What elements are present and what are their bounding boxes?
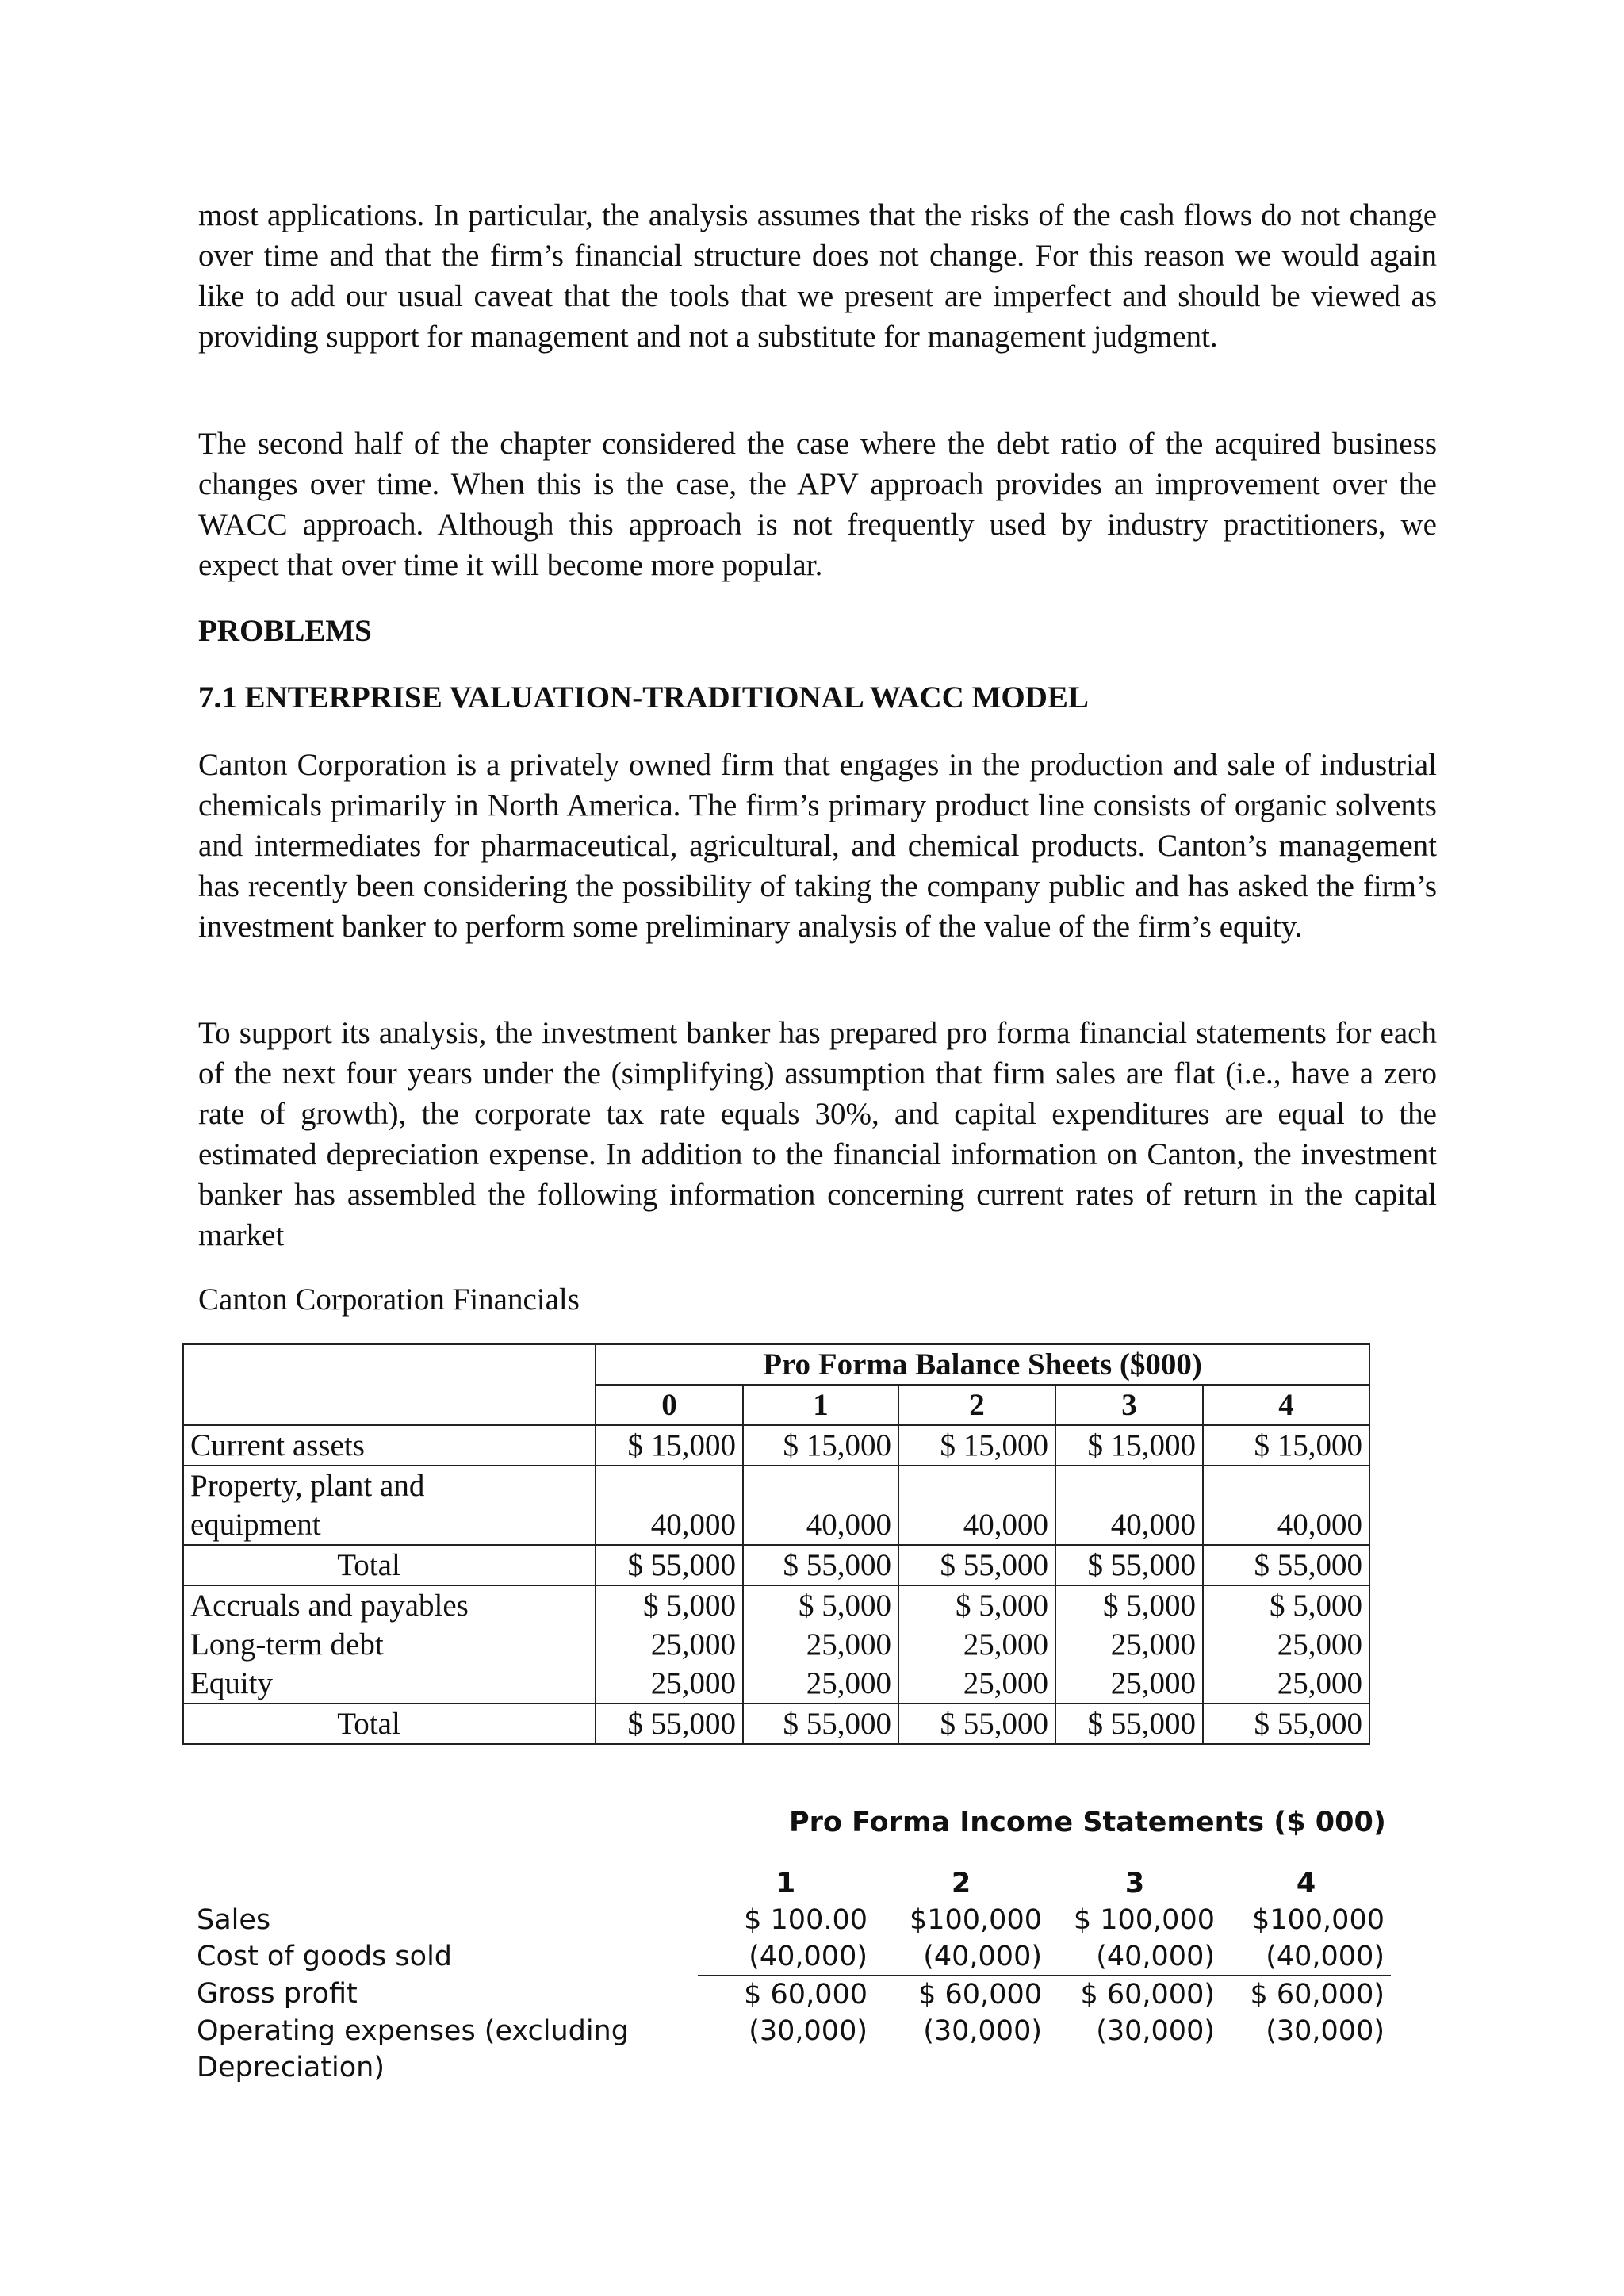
row-label: Current assets — [183, 1425, 596, 1466]
cell-value: $ 55,000 — [1055, 1545, 1203, 1585]
row-label: Accruals and payables — [183, 1585, 596, 1625]
cell-value: $ 60,000) — [1250, 1979, 1385, 2010]
financials-caption: Canton Corporation Financials — [198, 1282, 580, 1317]
cell-value: $ 55,000 — [898, 1545, 1055, 1585]
cell-value: 25,000 — [1055, 1664, 1203, 1704]
year-header: 1 — [776, 1868, 796, 1899]
cell-value: 25,000 — [1055, 1625, 1203, 1664]
cell-value: $ 55,000 — [1203, 1545, 1369, 1585]
year-header: 1 — [743, 1385, 898, 1425]
cell-value: (30,000) — [923, 2015, 1042, 2047]
row-label: Total — [183, 1545, 596, 1585]
paragraph-apv: The second half of the chapter considered the case where the debt ratio of the acquired business changes over time. When this is the case, the APV approach provides an improvement over the WACC approach. Although this approach is not frequently used by industry practitioners, we expect that over time it will become more popular. — [198, 427, 1437, 582]
cell-value: $ 55,000 — [743, 1545, 898, 1585]
cell-value: 25,000 — [743, 1664, 898, 1704]
paragraph-analysis: To support its analysis, the investment banker has prepared pro forma financial statements for each of the next four years under the (simplifying) assumption that firm sales are flat (i.e., have a zero rate of growth), the corporate tax rate equals 30%, and capital expenditures are equal to the estimated depreciation expense. In addition to the financial information on Canton, the investment banker has assembled the following information concerning current rates of return in the capital market — [198, 1016, 1437, 1252]
cell-value: 40,000 — [1055, 1466, 1203, 1545]
cell-value: $ 60,000 — [918, 1979, 1042, 2010]
cell-value: 40,000 — [898, 1466, 1055, 1545]
cell-value: $ 15,000 — [1055, 1425, 1203, 1466]
cell-value: $ 15,000 — [898, 1425, 1055, 1466]
table-row — [190, 1902, 1391, 1938]
table-row — [183, 1425, 1369, 1466]
cell-value: $ 100,000 — [1073, 1904, 1215, 1936]
cell-value: 25,000 — [898, 1625, 1055, 1664]
cell-value: 40,000 — [596, 1466, 743, 1545]
income-statement-title: Pro Forma Income Statements ($ 000) — [789, 1807, 1386, 1838]
cell-value: $ 5,000 — [1203, 1585, 1369, 1625]
row-label — [183, 1466, 596, 1545]
cell-value: $ 100.00 — [744, 1904, 868, 1936]
year-header: 3 — [1055, 1385, 1203, 1425]
balance-sheet-title-row — [183, 1344, 1369, 1385]
paragraph-canton-intro: Canton Corporation is a privately owned firm that engages in the production and sale of industrial chemicals primarily in North America. The firm’s primary product line consists of organic solvents and intermediates for pharmaceutical, agricultural, and chemical products. Canton’s management has recently been considering the possibility of taking the company public and has asked the firm’s investment banker to perform some preliminary analysis of the value of the firm’s equity. — [198, 748, 1437, 944]
balance-sheet-table — [182, 1343, 1370, 1745]
cell-value: $ 5,000 — [743, 1585, 898, 1625]
row-label: Cost of goods sold — [197, 1941, 453, 1972]
table-row — [190, 1938, 1391, 1976]
table-row — [190, 2013, 1391, 2086]
cell-value: 40,000 — [1203, 1466, 1369, 1545]
year-header: 4 — [1203, 1385, 1369, 1425]
balance-sheet-year-row — [183, 1385, 1369, 1425]
cell-value: $100,000 — [909, 1904, 1042, 1936]
cell-value: $ 55,000 — [1055, 1704, 1203, 1744]
cell-value: $ 15,000 — [743, 1425, 898, 1466]
cell-value: 25,000 — [743, 1625, 898, 1664]
cell-value: 25,000 — [898, 1664, 1055, 1704]
cell-value: $ 60,000) — [1080, 1979, 1215, 2010]
balance-sheet-title: Pro Forma Balance Sheets ($000) — [596, 1344, 1369, 1385]
cell-value: $ 55,000 — [743, 1704, 898, 1744]
cell-value: $ 60,000 — [744, 1979, 868, 2010]
cell-value: (30,000) — [749, 2015, 868, 2047]
row-label-line: Depreciation) — [197, 2052, 385, 2083]
cell-value: $ 15,000 — [1203, 1425, 1369, 1466]
row-label: Long-term debt — [183, 1625, 596, 1664]
cell-value: (40,000) — [1221, 1938, 1391, 1976]
table-row — [190, 1976, 1391, 2013]
cell-value: (40,000) — [698, 1938, 874, 1976]
year-header: 4 — [1296, 1868, 1316, 1899]
cell-value: $ 55,000 — [1203, 1704, 1369, 1744]
cell-value: $ 5,000 — [898, 1585, 1055, 1625]
cell-value: $ 55,000 — [596, 1545, 743, 1585]
row-label-line: Property, plant and — [190, 1469, 425, 1503]
paragraph-summary: most applications. In particular, the analysis assumes that the risks of the cash flows do not change over time and that the firm’s financial structure does not change. For this reason we would again like to add our usual caveat that the tools that we present are imperfect and should be viewed as providing support for management and not a substitute for management judgment. — [198, 198, 1437, 354]
table-row — [183, 1625, 1369, 1664]
year-header: 3 — [1124, 1868, 1145, 1899]
cell-value: 40,000 — [743, 1466, 898, 1545]
cell-value: (40,000) — [1048, 1938, 1221, 1976]
year-header: 0 — [596, 1385, 743, 1425]
table-row — [183, 1585, 1369, 1625]
income-year-row — [190, 1865, 1391, 1902]
cell-value: 25,000 — [1203, 1625, 1369, 1664]
problems-heading: PROBLEMS — [198, 614, 372, 648]
row-label: Sales — [197, 1904, 271, 1936]
table-row — [183, 1704, 1369, 1744]
cell-value: 25,000 — [596, 1625, 743, 1664]
cell-value: $ 5,000 — [1055, 1585, 1203, 1625]
year-header: 2 — [951, 1868, 971, 1899]
cell-value: (30,000) — [1266, 2015, 1385, 2047]
problem-title: 7.1 ENTERPRISE VALUATION-TRADITIONAL WACC MODEL — [198, 680, 1089, 715]
cell-value: $100,000 — [1251, 1904, 1385, 1936]
row-label-line: Operating expenses (excluding — [197, 2015, 629, 2047]
row-label: Gross profit — [197, 1978, 358, 2010]
cell-value: 25,000 — [596, 1664, 743, 1704]
row-label — [190, 2013, 698, 2086]
cell-value: $ 55,000 — [596, 1704, 743, 1744]
row-label: Equity — [183, 1664, 596, 1704]
row-label: Total — [183, 1704, 596, 1744]
row-label-line: equipment — [190, 1508, 321, 1542]
table-row — [183, 1466, 1369, 1545]
year-header: 2 — [898, 1385, 1055, 1425]
cell-value: 25,000 — [1203, 1664, 1369, 1704]
table-row — [183, 1664, 1369, 1704]
cell-value: $ 5,000 — [596, 1585, 743, 1625]
cell-value: $ 15,000 — [596, 1425, 743, 1466]
table-row — [183, 1545, 1369, 1585]
cell-value: (30,000) — [1096, 2015, 1215, 2047]
cell-value: (40,000) — [874, 1938, 1048, 1976]
cell-value: $ 55,000 — [898, 1704, 1055, 1744]
income-statement-table — [190, 1865, 1391, 2086]
